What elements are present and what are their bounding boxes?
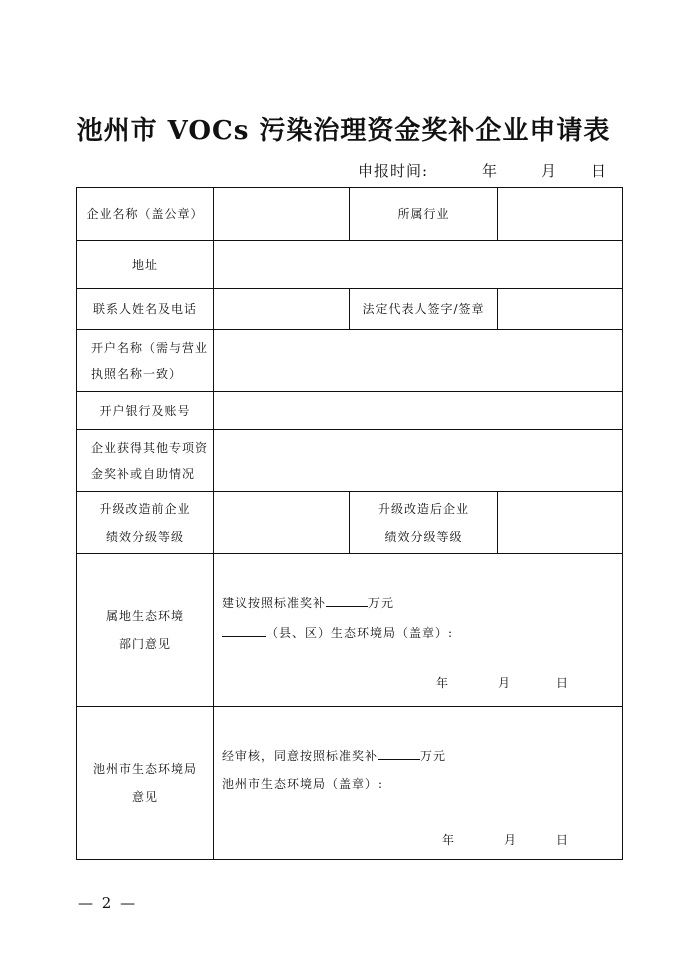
local-opinion-line2 [222,624,453,641]
table-row [77,492,623,554]
other-funds-label-line2: 金奖补或自助情况 [91,466,196,481]
account-name-label [77,330,214,392]
city-dept-opinion[interactable] [214,707,623,860]
legal-rep-label: 法定代表人签字/签章 [350,289,498,330]
account-name-field[interactable] [214,330,623,392]
contact-label: 联系人姓名及电话 [77,289,214,330]
declare-date-day: 日 [591,162,608,180]
other-funds-label [77,430,214,492]
local-date-day: 日 [556,676,569,690]
before-grade-label-line1: 升级改造前企业 [99,501,191,516]
account-name-label-line1: 开户名称（需与营业 [91,340,209,355]
city-opinion-text: 经审核，同意按照标准奖补 [222,749,379,763]
before-grade-label [77,492,214,554]
contact-field[interactable] [214,289,350,330]
city-dept-label-line2: 意见 [131,790,158,804]
city-opinion-line1 [222,747,446,764]
table-row [77,392,623,430]
table-row [77,554,623,707]
local-amount-blank[interactable] [326,595,368,607]
bank-account-label: 开户银行及账号 [77,392,214,430]
table-row [77,188,623,241]
city-date-year: 年 [442,833,455,847]
page-number: — 2 — [78,894,138,912]
local-dept-opinion[interactable] [214,554,623,707]
industry-label: 所属行业 [350,188,498,241]
city-opinion-line2: 池州市生态环境局（盖章）: [222,777,384,791]
after-grade-label [350,492,498,554]
company-name-label: 企业名称（盖公章） [77,188,214,241]
local-date-month: 月 [498,676,511,690]
city-dept-label [77,707,214,860]
before-grade-field[interactable] [214,492,350,554]
local-dept-label-line2: 部门意见 [118,637,171,651]
table-row [77,241,623,289]
declare-date-label: 申报时间: [358,162,429,180]
city-dept-label-line1: 池州市生态环境局 [92,762,197,776]
city-amount-blank[interactable] [378,748,420,760]
application-form-table [76,187,623,860]
other-funds-label-line1: 企业获得其他专项资 [91,440,209,455]
address-label: 地址 [77,241,214,289]
after-grade-field[interactable] [498,492,623,554]
local-opinion-line1 [222,594,394,611]
before-grade-label-line2: 绩效分级等级 [105,529,184,544]
city-opinion-unit: 万元 [420,749,447,763]
city-date-day: 日 [556,833,569,847]
table-row [77,707,623,860]
county-name-blank[interactable] [222,625,266,637]
local-opinion-unit: 万元 [368,596,395,610]
declare-date-year: 年 [482,162,499,180]
table-row [77,330,623,392]
company-name-field[interactable] [214,188,350,241]
local-dept-label-line1: 属地生态环境 [105,609,184,623]
local-date-year: 年 [436,676,449,690]
local-dept-label [77,554,214,707]
local-opinion-text: 建议按照标准奖补 [222,596,327,610]
declare-date-month: 月 [541,162,558,180]
legal-rep-field[interactable] [498,289,623,330]
after-grade-label-line1: 升级改造后企业 [377,501,469,516]
industry-field[interactable] [498,188,623,241]
table-row [77,430,623,492]
city-date-month: 月 [504,833,517,847]
page-title: 池州市 VOCs 污染治理资金奖补企业申请表 [76,116,611,146]
table-row [77,289,623,330]
local-opinion-seal: （县、区）生态环境局（盖章）: [266,626,454,640]
account-name-label-line2: 执照名称一致） [91,366,183,381]
after-grade-label-line2: 绩效分级等级 [384,529,463,544]
other-funds-field[interactable] [214,430,623,492]
address-field[interactable] [214,241,623,289]
bank-account-field[interactable] [214,392,623,430]
